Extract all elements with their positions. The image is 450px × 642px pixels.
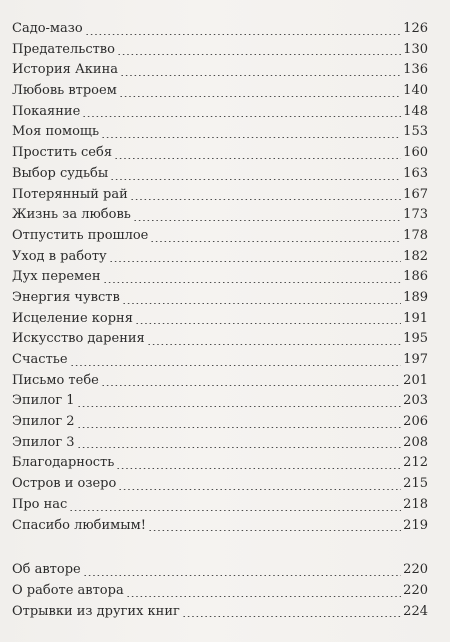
dot-leader bbox=[101, 385, 401, 386]
toc-entry bbox=[12, 371, 428, 392]
dot-leader bbox=[101, 137, 401, 138]
dot-leader bbox=[182, 616, 401, 617]
toc-entry-page: 182 bbox=[403, 248, 428, 264]
toc-entry-title: Эпилог 1 bbox=[12, 393, 75, 409]
toc-entry-page: 215 bbox=[403, 476, 428, 492]
toc-entry-title: Простить себя bbox=[12, 145, 113, 161]
toc-entry-page: 206 bbox=[403, 414, 428, 430]
dot-leader bbox=[70, 365, 402, 366]
toc-entry-title: Письмо тебе bbox=[12, 372, 99, 388]
toc-entry-page: 224 bbox=[403, 603, 428, 619]
toc-entry bbox=[12, 164, 428, 185]
dot-leader bbox=[82, 116, 401, 117]
dot-leader bbox=[77, 406, 402, 407]
toc-entry-page: 126 bbox=[403, 21, 428, 36]
dot-leader bbox=[83, 575, 401, 576]
toc-entry bbox=[12, 81, 428, 102]
toc-entry-title: Жизнь за любовь bbox=[12, 207, 131, 223]
dot-leader bbox=[147, 344, 401, 345]
dot-leader bbox=[119, 96, 401, 97]
dot-leader bbox=[103, 282, 402, 283]
toc-entry-title: Остров и озеро bbox=[12, 476, 117, 492]
toc-entry-page: 203 bbox=[403, 393, 428, 409]
dot-leader bbox=[109, 261, 401, 262]
dot-leader bbox=[130, 199, 401, 200]
dot-leader bbox=[85, 34, 401, 35]
toc-entry-page: 219 bbox=[403, 517, 428, 533]
toc-entry bbox=[12, 602, 428, 623]
toc-entry bbox=[12, 474, 428, 495]
toc-entry-title: Благодарность bbox=[12, 455, 115, 471]
toc-entry-page: 191 bbox=[403, 310, 428, 326]
toc-entry bbox=[12, 40, 428, 61]
toc-entry-title: Энергия чувств bbox=[12, 289, 120, 305]
toc-entry-title: Садо-мазо bbox=[12, 21, 83, 36]
dot-leader bbox=[148, 530, 401, 531]
toc-entry-title: Искусство дарения bbox=[12, 331, 145, 347]
toc-entry bbox=[12, 433, 428, 454]
toc-entry-page: 212 bbox=[403, 455, 428, 471]
toc-entry-title: История Акина bbox=[12, 62, 119, 78]
toc-entry-page: 208 bbox=[403, 434, 428, 450]
toc-entry bbox=[12, 412, 428, 433]
section-gap bbox=[12, 536, 428, 560]
toc-entry-title: Дух перемен bbox=[12, 269, 101, 285]
toc-entry-title: Уход в работу bbox=[12, 248, 107, 264]
toc-entry-page: 189 bbox=[403, 289, 428, 305]
toc-entry bbox=[12, 329, 428, 350]
toc-entry-title: Моя помощь bbox=[12, 124, 100, 140]
toc-entry-page: 163 bbox=[403, 165, 428, 181]
dot-leader bbox=[110, 179, 401, 180]
dot-leader bbox=[122, 303, 401, 304]
toc-entry bbox=[12, 495, 428, 516]
toc-entry-page: 178 bbox=[403, 227, 428, 243]
toc-entry-title: Спасибо любимым! bbox=[12, 517, 146, 533]
toc-entry bbox=[12, 122, 428, 143]
toc-entry-page: 148 bbox=[403, 103, 428, 119]
toc-entry bbox=[12, 453, 428, 474]
toc-entry-title: Отпустить прошлое bbox=[12, 227, 149, 243]
toc-entry bbox=[12, 19, 428, 40]
toc-entry-title: Про нас bbox=[12, 496, 68, 512]
toc-entry-title: Покаяние bbox=[12, 103, 81, 119]
toc-entry-page: 186 bbox=[403, 269, 428, 285]
toc-entry-page: 140 bbox=[403, 83, 428, 99]
toc-entry-page: 130 bbox=[403, 41, 428, 57]
toc-entry-page: 153 bbox=[403, 124, 428, 140]
toc-entry bbox=[12, 391, 428, 412]
toc-entry bbox=[12, 60, 428, 81]
toc-entry-page: 136 bbox=[403, 62, 428, 78]
dot-leader bbox=[77, 427, 402, 428]
toc-entry-title: Об авторе bbox=[12, 562, 81, 578]
toc-entry-page: 173 bbox=[403, 207, 428, 223]
dot-leader bbox=[118, 489, 401, 490]
toc-entry-title: Отрывки из других книг bbox=[12, 603, 180, 619]
toc-entry bbox=[12, 350, 428, 371]
toc-entry-title: Эпилог 3 bbox=[12, 434, 75, 450]
toc-entry bbox=[12, 516, 428, 537]
toc-entry-page: 201 bbox=[403, 372, 428, 388]
toc-entry-page: 160 bbox=[403, 145, 428, 161]
toc-entry bbox=[12, 143, 428, 164]
dot-leader bbox=[120, 75, 401, 76]
toc-entry-title: О работе автора bbox=[12, 582, 124, 598]
dot-leader bbox=[117, 54, 401, 55]
toc-entry-page: 167 bbox=[403, 186, 428, 202]
toc-entry bbox=[12, 247, 428, 268]
toc-entry bbox=[12, 288, 428, 309]
dot-leader bbox=[114, 158, 401, 159]
dot-leader bbox=[69, 510, 401, 511]
toc-entry bbox=[12, 185, 428, 206]
toc-entry-page: 220 bbox=[403, 582, 428, 598]
table-of-contents bbox=[12, 19, 428, 622]
toc-entry-title: Предательство bbox=[12, 41, 115, 57]
dot-leader bbox=[126, 596, 401, 597]
toc-entry-title: Выбор судьбы bbox=[12, 165, 109, 181]
toc-entry-title: Любовь втроем bbox=[12, 83, 117, 99]
toc-entry-title: Счастье bbox=[12, 352, 68, 367]
toc-entry bbox=[12, 102, 428, 123]
dot-leader bbox=[133, 220, 401, 221]
toc-entry bbox=[12, 581, 428, 602]
toc-entry-title: Эпилог 2 bbox=[12, 414, 75, 430]
dot-leader bbox=[150, 241, 401, 242]
toc-entry bbox=[12, 560, 428, 581]
dot-leader bbox=[77, 447, 402, 448]
dot-leader bbox=[135, 323, 401, 324]
toc-entry-page: 195 bbox=[403, 331, 428, 347]
toc-entry bbox=[12, 267, 428, 288]
toc-entry bbox=[12, 226, 428, 247]
toc-entry-page: 197 bbox=[403, 352, 428, 367]
toc-entry-title: Исцеление корня bbox=[12, 310, 133, 326]
toc-entry bbox=[12, 205, 428, 226]
toc-entry-page: 220 bbox=[403, 562, 428, 578]
toc-entry-title: Потерянный рай bbox=[12, 186, 128, 202]
dot-leader bbox=[116, 468, 401, 469]
toc-entry-page: 218 bbox=[403, 496, 428, 512]
toc-entry bbox=[12, 309, 428, 330]
